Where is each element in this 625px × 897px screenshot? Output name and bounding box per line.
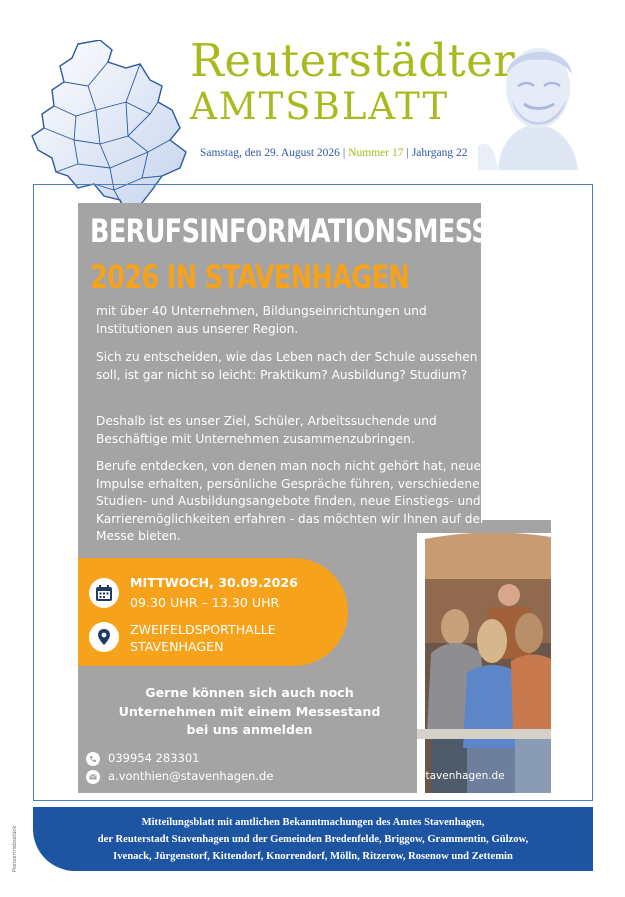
separator: | (406, 147, 409, 159)
registration-line: Gerne können sich auch noch (145, 685, 354, 700)
event-venue-city: STAVENHAGEN (130, 639, 224, 654)
contact-phone: 039954 283301 (108, 751, 200, 765)
photo-watermark: stavenhagen.de (420, 770, 505, 782)
footer-line: Ivenack, Jürgenstorf, Kittendorf, Knorrendorf, Mölln, Ritzerow, Rosenow und Zettemin (113, 851, 513, 862)
poster-white-area (481, 203, 551, 520)
email-icon (86, 770, 100, 784)
postal-side-label: Postvertriebsstück (12, 825, 18, 872)
issue-date: Samstag, den 29. August 2026 (200, 147, 340, 159)
registration-note (78, 684, 421, 740)
event-date: MITTWOCH, 30.09.2026 (130, 575, 298, 590)
footer-line: Mitteilungsblatt mit amtlichen Bekanntmachungen des Amtes Stavenhagen, (141, 817, 485, 828)
issue-info (200, 147, 468, 159)
event-time: 09.30 UHR – 13.30 UHR (130, 595, 280, 610)
footer-line: der Reuterstadt Stavenhagen und der Gemeinden Bredenfelde, Briggow, Grammentin, Gülzow, (97, 834, 529, 845)
calendar-icon (89, 578, 119, 608)
masthead-title-line1: Reuterstädter (190, 34, 516, 87)
masthead-title-line2: AMTSBLATT (190, 85, 450, 128)
issue-number: Nummer 17 (348, 147, 404, 159)
poster-paragraph: Deshalb ist es unser Ziel, Schüler, Arbeitssuchende und Beschäftige mit Unternehmen zusammenzubringen. (96, 414, 437, 446)
poster-paragraph: mit über 40 Unternehmen, Bildungseinrichtungen und Institutionen aus unserer Region. (96, 304, 427, 336)
separator: | (342, 147, 346, 159)
event-photo (417, 533, 551, 793)
location-pin-icon (89, 622, 119, 652)
event-poster (78, 203, 551, 793)
registration-line: Unternehmen mit einem Messestand (118, 703, 381, 719)
contact-email: a.vonthien@stavenhagen.de (108, 769, 274, 783)
phone-icon (86, 752, 100, 766)
issue-volume: Jahrgang 22 (411, 147, 468, 159)
registration-line: bei uns anmelden (186, 722, 313, 737)
poster-headline: BERUFSINFORMATIONSMESSE (90, 213, 506, 251)
event-venue: ZWEIFELDSPORTHALLE (130, 622, 276, 637)
footer-banner (33, 807, 593, 871)
poster-paragraph: Sich zu entscheiden, wie das Leben nach der Schule aussehen soll, ist gar nicht so leicht: Praktikum? Ausbildung? Studium? (96, 350, 478, 382)
poster-paragraph: Berufe entdecken, von denen man noch nicht gehört hat, neue Impulse erhalten, persönliche Gespräche führen, verschiedene Studien- und Ausbildungsangebote finden, neue Einstiegs- und Karrieremöglichkeiten erfahren - das möchten wir Ihnen auf der Messe bieten. (96, 459, 485, 543)
poster-subheadline: 2026 IN STAVENHAGEN (90, 259, 410, 297)
